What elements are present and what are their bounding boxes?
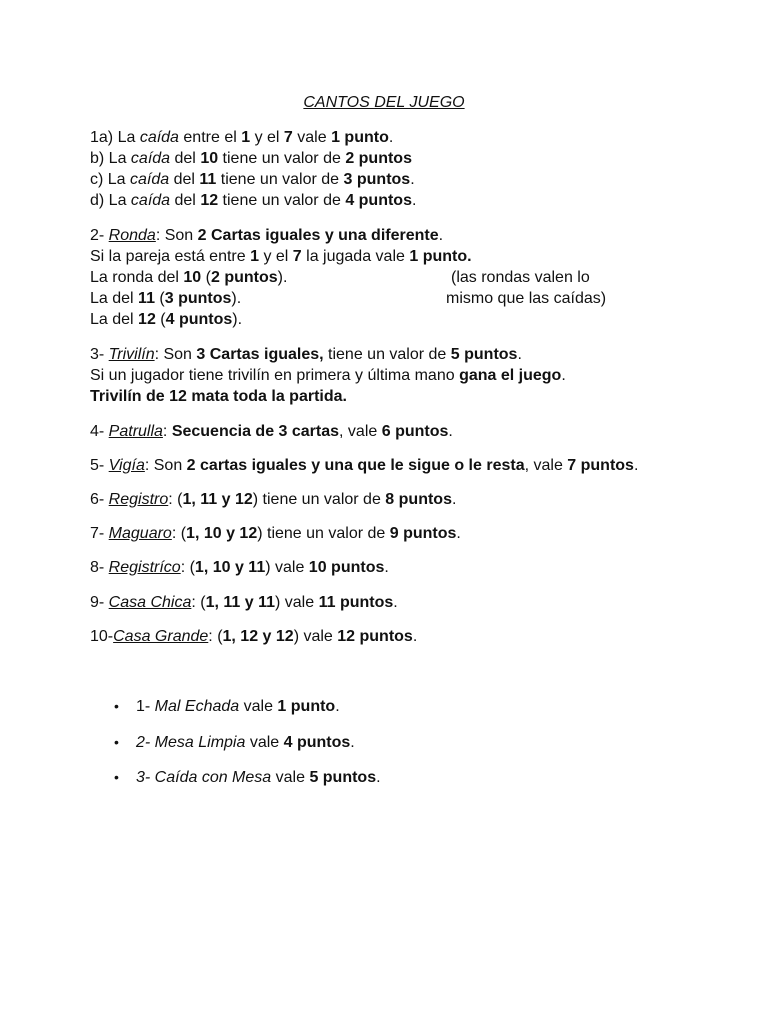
bullet-item-caida-con-mesa: 3- Caída con Mesa vale 5 puntos. (136, 769, 381, 786)
registrico-line: 8- Registríco: (1, 10 y 11) vale 10 puntos. (90, 559, 389, 576)
caida-line-a: 1a) La caída entre el 1 y el 7 vale 1 punto. (90, 129, 394, 146)
trivilin-line-2: Si un jugador tiene trivilín en primera y última mano gana el juego. (90, 367, 566, 384)
trivilin-line-1: 3- Trivilín: Son 3 Cartas iguales, tiene un valor de 5 puntos. (90, 346, 522, 363)
vigia-line: 5- Vigía: Son 2 cartas iguales y una que le sigue o le resta, vale 7 puntos. (90, 457, 639, 474)
bullet-item-mal-echada: 1- Mal Echada vale 1 punto. (136, 698, 340, 715)
ronda-line-3: La ronda del 10 (2 puntos). (90, 269, 288, 286)
ronda-line-2: Si la pareja está entre 1 y el 7 la jugada vale 1 punto. (90, 248, 472, 265)
casa-grande-line: 10-Casa Grande: (1, 12 y 12) vale 12 puntos. (90, 628, 418, 645)
registro-line: 6- Registro: (1, 11 y 12) tiene un valor de 8 puntos. (90, 491, 457, 508)
casa-chica-line: 9- Casa Chica: (1, 11 y 11) vale 11 puntos. (90, 594, 398, 611)
bullet-marker: • (114, 698, 119, 714)
caida-line-b: b) La caída del 10 tiene un valor de 2 puntos (90, 150, 412, 167)
bullet-marker: • (114, 769, 119, 785)
maguaro-line: 7- Maguaro: (1, 10 y 12) tiene un valor de 9 puntos. (90, 525, 461, 542)
ronda-line-4: La del 11 (3 puntos). (90, 290, 242, 307)
document-title: CANTOS DEL JUEGO (303, 94, 465, 111)
ronda-note-line-1: (las rondas valen lo (451, 269, 590, 286)
caida-line-d: d) La caída del 12 tiene un valor de 4 puntos. (90, 192, 417, 209)
ronda-line-5: La del 12 (4 puntos). (90, 311, 243, 328)
patrulla-line: 4- Patrulla: Secuencia de 3 cartas, vale 6 puntos. (90, 423, 453, 440)
caida-line-c: c) La caída del 11 tiene un valor de 3 puntos. (90, 171, 415, 188)
trivilin-line-3: Trivilín de 12 mata toda la partida. (90, 388, 347, 405)
ronda-line-1: 2- Ronda: Son 2 Cartas iguales y una diferente. (90, 227, 444, 244)
ronda-note-line-2: mismo que las caídas) (446, 290, 607, 307)
bullet-item-mesa-limpia: 2- Mesa Limpia vale 4 puntos. (136, 734, 355, 751)
bullet-marker: • (114, 734, 119, 750)
